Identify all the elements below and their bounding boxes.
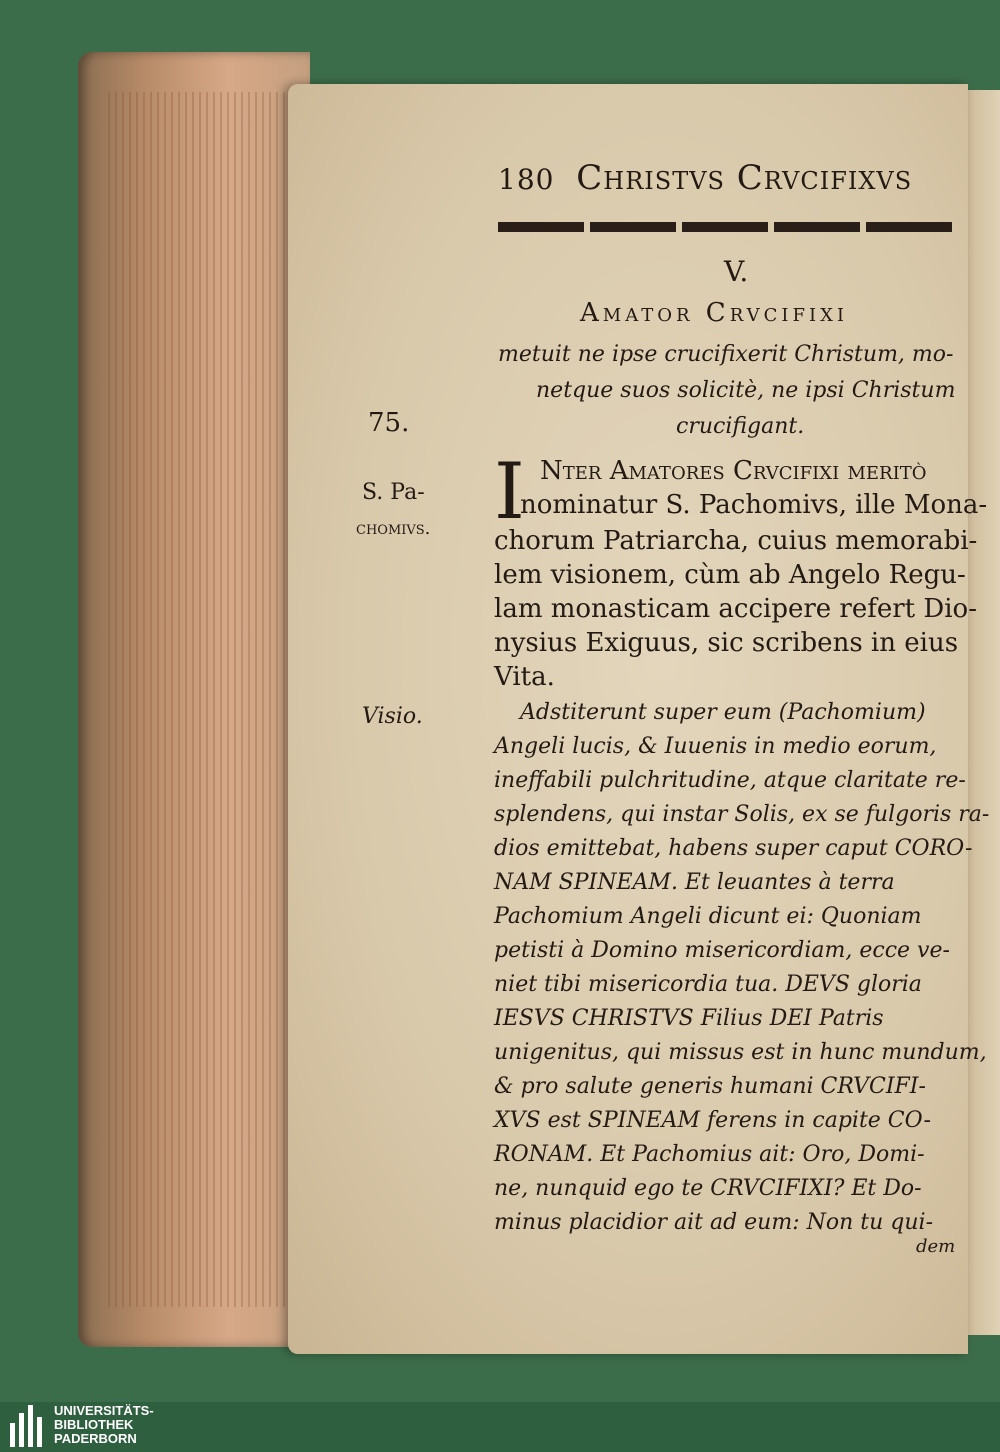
quote-line: petisti à Domino misericordiam, ecce ve- [494,938,950,963]
drop-cap: I [494,447,525,537]
summary-line: netque suos solicitè, ne ipsi Christum [536,378,956,403]
quote-line: unigenitus, qui missus est in hunc mundum, [494,1040,987,1065]
book-page-edges [78,52,310,1347]
quote-line: RONAM. Et Pachomius ait: Oro, Domi- [494,1142,925,1167]
section-number: V. [724,255,749,288]
quote-line: dios emittebat, habens super caput CORO- [494,836,973,861]
margin-number: 75. [368,408,410,438]
header-rule [498,222,954,232]
body-line: lem visionem, cùm ab Angelo Regu- [494,560,966,590]
library-name-line: PADERBORN [54,1431,137,1446]
section-title: Amator Crvcifixi [580,298,849,328]
quote-line: XVS est SPINEAM ferens in capite CO- [494,1108,931,1133]
quote-line: splendens, qui instar Solis, ex se fulgoris ra- [494,802,990,827]
quote-line: ineffabili pulchritudine, atque claritate re- [494,768,966,793]
library-name-line: UNIVERSITÄTS- [54,1403,154,1418]
quote-line: minus placidior ait ad eum: Non tu qui- [494,1210,934,1235]
body-line: chorum Patriarcha, cuius memorabi- [494,526,978,556]
margin-name: chomivs. [356,518,431,539]
body-line: Vita. [494,662,555,692]
body-line: nysius Exiguus, sic scribens in eius [494,628,959,658]
quote-line: Pachomium Angeli dicunt ei: Quoniam [494,904,922,929]
body-line: Nter Amatores Crvcifixi meritò [540,456,927,486]
margin-visio: Visio. [362,704,423,729]
quote-line: IESVS CHRISTVS Filius DEI Patris [494,1006,884,1031]
running-header [498,158,912,198]
header-title: Christvs Crvcifixvs [576,158,913,198]
library-name [54,1404,154,1446]
library-logo-icon [10,1405,46,1447]
quote-line: ne, nunquid ego te CRVCIFIXI? Et Do- [494,1176,922,1201]
body-line: nominatur S. Pachomivs, ille Mona- [520,490,988,520]
catchword: dem [916,1236,956,1257]
quote-line: NAM SPINEAM. Et leuantes à terra [494,870,895,895]
body-line: lam monasticam accipere refert Dio- [494,594,977,624]
summary-line: crucifigant. [676,414,805,439]
quote-line: & pro salute generis humani CRVCIFI- [494,1074,926,1099]
quote-line: Angeli lucis, & Iuuenis in medio eorum, [494,734,937,759]
margin-name: S. Pa- [362,480,425,505]
library-name-line: BIBLIOTHEK [54,1417,134,1432]
summary-line: metuit ne ipse crucifixerit Christum, mo- [498,342,954,367]
quote-line: niet tibi misericordia tua. DEVS gloria [494,972,922,997]
quote-line: Adstiterunt super eum (Pachomium) [520,700,926,725]
page-number: 180 [498,163,555,196]
